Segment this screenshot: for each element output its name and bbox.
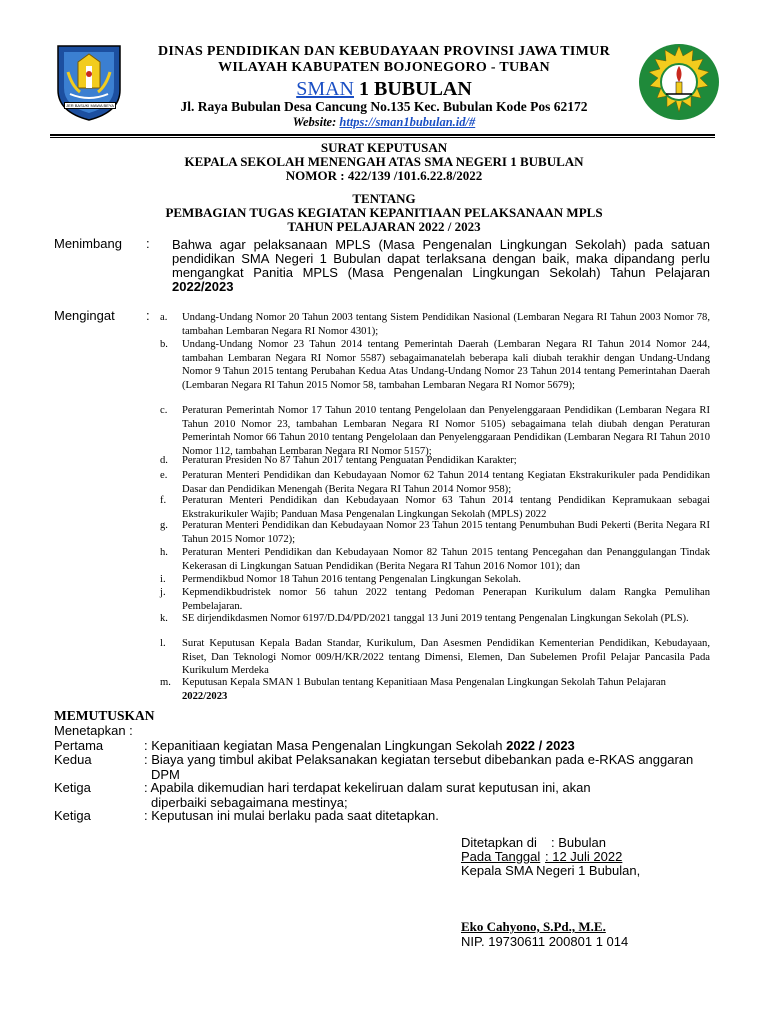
menimbang-label: Menimbang <box>54 236 122 251</box>
mengingat-item-i <box>160 573 710 587</box>
item-text: Undang-Undang Nomor 20 Tahun 2003 tentang Sistem Pendidikan Nasional (Lembaran Negara RI Tahun 2003 Nomor 78, tambahan Lembaran Negara RI Nomor 4301); <box>182 312 710 337</box>
item-letter: f. <box>160 495 167 506</box>
ketiga-label-2: Ketiga <box>54 808 91 823</box>
doc-type: SURAT KEPUTUSAN <box>320 140 448 155</box>
item-text: Peraturan Menteri Pendidikan dan Kebudayaan Nomor 63 Tahun 2014 tentang Pendidikan Kepramukaan sebagai Ekstrakurikuler Wajib; Panduan Masa Pengenalan Lingkungan Sekolah (MPLS) 2022 <box>182 495 710 520</box>
item-letter: g. <box>160 520 168 531</box>
mengingat-item-k <box>160 612 710 626</box>
signer-name: Eko Cahyono, S.Pd., M.E. <box>461 919 606 934</box>
item-letter: i. <box>160 574 166 585</box>
mengingat-item-d <box>160 454 710 468</box>
item-letter: b. <box>160 339 168 350</box>
signer-position: Kepala SMA Negeri 1 Bubulan, <box>461 863 641 878</box>
item-letter: e. <box>160 470 168 481</box>
kedua-label: Kedua <box>54 752 92 767</box>
menimbang-line: pendidikan SMA Negeri 1 Bubulan dapat terlaksana dengan baik, maka dipandang perlu <box>172 251 710 266</box>
mengingat-item-b <box>160 338 710 392</box>
mengingat-item-c <box>160 404 710 458</box>
item-text: Peraturan Presiden No 87 Tahun 2017 tentang Penguatan Pendidikan Karakter; <box>182 455 517 466</box>
ketiga-text <box>144 780 714 810</box>
item-text: Peraturan Pemerintah Nomor 17 Tahun 2010 tentang Pengelolaan dan Penyelenggaraan Pendidikan (Lembaran Negara RI Tahun 2010 Nomor 23, tambahan Lembaran Negara RI Nomor 5105) sebagaimana telah diubah dengan Peraturan Pemerintah Nomor 66 Tahun 2010 tentang Pengelolaan dan Penyelenggaraan Pendidikan (Lembaran Negara RI Tahun 2010 Nomor 112, tambahan Lembaran Negara RI Nomor 5157); <box>182 405 710 457</box>
header-rule-thin <box>50 137 715 138</box>
menimbang-line: 2022/2023 <box>172 279 234 294</box>
item-text: Peraturan Menteri Pendidikan dan Kebudayaan Nomor 23 Tahun 2015 tentang Penumbuhan Budi Pekerti (Berita Negara RI Tahun 2015 Nomor 1072); <box>182 520 710 545</box>
agency-name: DINAS PENDIDIKAN DAN KEBUDAYAAN PROVINSI JAWA TIMUR <box>158 44 610 59</box>
item-letter: h. <box>160 547 168 558</box>
decision-bold: 2022 / 2023 <box>506 738 575 753</box>
pertama-label: Pertama <box>54 738 104 753</box>
item-letter: m. <box>160 677 171 688</box>
decision-text: : Apabila dikemudian hari terdapat kekeliruan dalam surat keputusan ini, akan <box>144 780 591 795</box>
item-text: Peraturan Menteri Pendidikan dan Kebudayaan Nomor 62 Tahun 2014 tentang Kegiatan Ekstrakurikuler pada Pendidikan Dasar dan Pendidikan Menengah (Berita Negara RI Tahun 2014 Nomor 958); <box>182 470 710 495</box>
school-address: Jl. Raya Bubulan Desa Cancung No.135 Kec. Bubulan Kode Pos 62172 <box>180 99 588 114</box>
mengingat-item-f <box>160 494 710 521</box>
menimbang-line: Bahwa agar pelaksanaan MPLS (Masa Pengenalan Lingkungan Sekolah) pada satuan <box>172 237 710 252</box>
pertama-text <box>144 738 704 753</box>
item-text: SE dirjendikdasmen Nomor 6197/D.D4/PD/2021 tanggal 13 Juni 2019 tentang Pengenalan Lingkungan Sekolah (PLS). <box>182 613 689 624</box>
menimbang-text <box>172 238 710 294</box>
ditetapkan-label: Ditetapkan di <box>461 835 537 850</box>
mengingat-item-e <box>160 469 710 496</box>
item-letter: d. <box>160 455 168 466</box>
item-text-bold: 2022/2023 <box>182 690 228 702</box>
decision-cont: DPM <box>151 767 180 782</box>
mengingat-item-m <box>160 676 710 703</box>
item-text: Peraturan Menteri Pendidikan dan Kebudayaan Nomor 82 Tahun 2015 tentang Pencegahan dan Penanggulangan Tindak Kekerasan di Lingkungan Satuan Pendidikan (Berita Negara RI Tahun 2016 Nomor 101); dan <box>182 547 710 572</box>
subject-line2: TAHUN PELAJARAN 2022 / 2023 <box>287 219 481 234</box>
decision-text: : Biaya yang timbul akibat Pelaksanakan kegiatan tersebut dibebankan pada e-RKAS anggaran <box>144 752 694 767</box>
ketiga-label: Ketiga <box>54 780 91 795</box>
school-name <box>0 78 768 101</box>
ketiga-text-2: : Keputusan ini mulai berlaku pada saat ditetapkan. <box>144 808 439 823</box>
mengingat-item-j <box>160 586 710 613</box>
item-text <box>182 676 710 703</box>
tentang-label: TENTANG <box>352 191 416 206</box>
mengingat-colon: : <box>146 308 150 323</box>
region-name: WILAYAH KABUPATEN BOJONEGORO - TUBAN <box>218 60 550 75</box>
item-text: Permendikbud Nomor 18 Tahun 2016 tentang Pengenalan Lingkungan Sekolah. <box>182 574 521 585</box>
header-rule-thick <box>50 134 715 136</box>
item-letter: l. <box>160 638 166 649</box>
doc-number: NOMOR : 422/139 /101.6.22.8/2022 <box>285 168 483 183</box>
kedua-text <box>144 752 714 782</box>
item-letter: k. <box>160 613 168 624</box>
mengingat-label: Mengingat <box>54 308 115 323</box>
mengingat-item-a <box>160 311 710 338</box>
menimbang-line: mengangkat Panitia MPLS (Masa Pengenalan Lingkungan Sekolah) Tahun Pelajaran <box>172 265 710 280</box>
website-link[interactable]: https://sman1bubulan.id/# <box>339 115 476 129</box>
item-text: Kepmendikbudristek nomor 56 tahun 2022 tentang Pedoman Penerapan Kurikulum dalam Rangka Pemulihan Pembelajaran. <box>182 587 710 612</box>
decision-text: : Kepanitiaan kegiatan Masa Pengenalan Lingkungan Sekolah <box>144 738 507 753</box>
website-line <box>0 115 768 130</box>
mengingat-item-l <box>160 637 710 678</box>
doc-issuer: KEPALA SEKOLAH MENENGAH ATAS SMA NEGERI 1 BUBULAN <box>184 154 584 169</box>
item-text: Surat Keputusan Kepala Badan Standar, Kurikulum, Dan Asesmen Pendidikan Kementerian Pendidikan, Kebudayaan, Riset, Dan Teknologi Nomor 009/H/KR/2022 tentang Dimensi, Elemen, Dan Subelemen Profil Pelajar Pancasila Pada Kurikulum Merdeka <box>182 638 710 676</box>
school-name-link[interactable]: SMAN <box>296 78 354 100</box>
item-letter: j. <box>160 587 166 598</box>
subject-line1: PEMBAGIAN TUGAS KEGIATAN KEPANITIAAN PELAKSANAAN MPLS <box>165 205 603 220</box>
item-letter: a. <box>160 312 168 323</box>
school-name-rest: 1 BUBULAN <box>354 78 472 100</box>
memutuskan-heading: MEMUTUSKAN <box>54 708 155 723</box>
menetapkan-label: Menetapkan : <box>54 723 133 738</box>
item-text: Undang-Undang Nomor 23 Tahun 2014 tentang Pemerintah Daerah (Lembaran Negara RI Tahun 2014 Nomor 244, tambahan Lembaran Negara RI Nomor 5587) sebagaimanatelah beberapa kali diubah terakhir dengan Undang-Undang Nomor 9 Tahun 2015 tentang Perubahan Kedua Atas Undang-Undang Nomor 23 Tahun 2014 tentang Pemerintahan Daerah (Lembaran Negara RI Tahun 2015 Nomor 58, tambahan Lembaran Negara RI Nomor 5679); <box>182 339 710 391</box>
menimbang-colon: : <box>146 236 150 251</box>
signer-nip: NIP. 19730611 200801 1 014 <box>461 934 629 949</box>
website-label: Website: <box>292 115 337 129</box>
mengingat-item-h <box>160 546 710 573</box>
item-letter: c. <box>160 405 168 416</box>
logo-ribbon: JER BASUKI MAWA BEYA <box>64 102 116 109</box>
item-text-main: Keputusan Kepala SMAN 1 Bubulan tentang Kepanitiaan Masa Pengenalan Lingkungan Sekolah Tahun Pelajaran <box>182 677 666 688</box>
mengingat-item-g <box>160 519 710 546</box>
ditetapkan-value: : Bubulan <box>551 835 606 850</box>
tanggal-value: : 12 Juli 2022 <box>545 849 623 864</box>
decision-cont: diperbaiki sebagaimana mestinya; <box>151 795 348 810</box>
tanggal-label: Pada Tanggal <box>461 849 541 864</box>
